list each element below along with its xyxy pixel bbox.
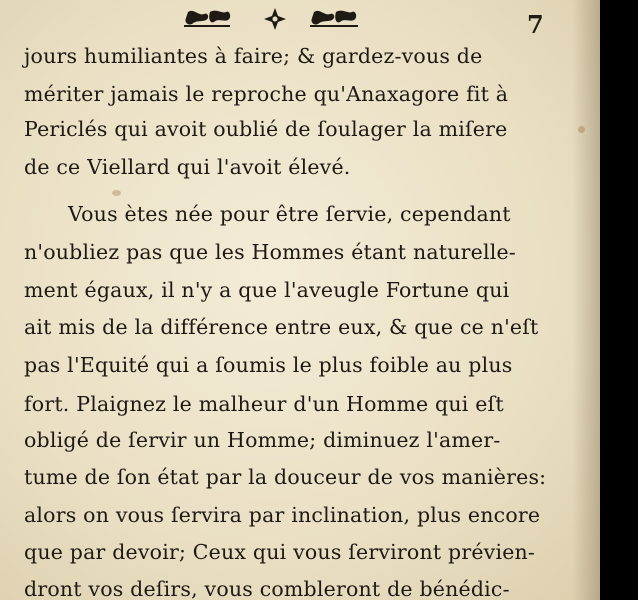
text-line: tume de ſon état par la douceur de vos manières: (24, 465, 547, 489)
floral-ornament-icon (180, 6, 370, 32)
text-line: fort. Plaignez le malheur d'un Homme qui eſt (24, 392, 504, 416)
page-edge-shadow (572, 0, 600, 600)
text-line: n'oubliez pas que les Hommes étant naturelle- (24, 240, 516, 264)
text-line: ment égaux, il n'y a que l'aveugle Fortune qui (24, 278, 510, 302)
text-line: ait mis de la différence entre eux, & que ce n'eſt (24, 315, 539, 339)
page-header (0, 6, 600, 39)
text-line: Periclés qui avoit oublié de ſoulager la miſere (24, 117, 508, 141)
text-line: que par devoir; Ceux qui vous ſerviront prévien- (24, 540, 536, 564)
text-line: de ce Viellard qui l'avoit élevé. (24, 155, 351, 179)
text-line: mériter jamais le reproche qu'Anaxagore fit à (24, 82, 509, 106)
text-line: Vous ètes née pour être ſervie, cependant (68, 202, 511, 226)
text-line: pas l'Equité qui a ſoumis le plus foible au plus (24, 353, 513, 377)
text-line: jours humiliantes à faire; & gardez-vous de (24, 44, 483, 68)
text-line: dront vos deſirs, vous combleront de bénédic- (24, 577, 510, 600)
text-line: alors on vous ſervira par inclination, plus encore (24, 503, 541, 527)
paper-stain (112, 190, 121, 196)
scan-border (600, 0, 638, 600)
page-number: 7 (527, 10, 544, 39)
text-line: obligé de ſervir un Homme; diminuez l'amer- (24, 428, 501, 452)
